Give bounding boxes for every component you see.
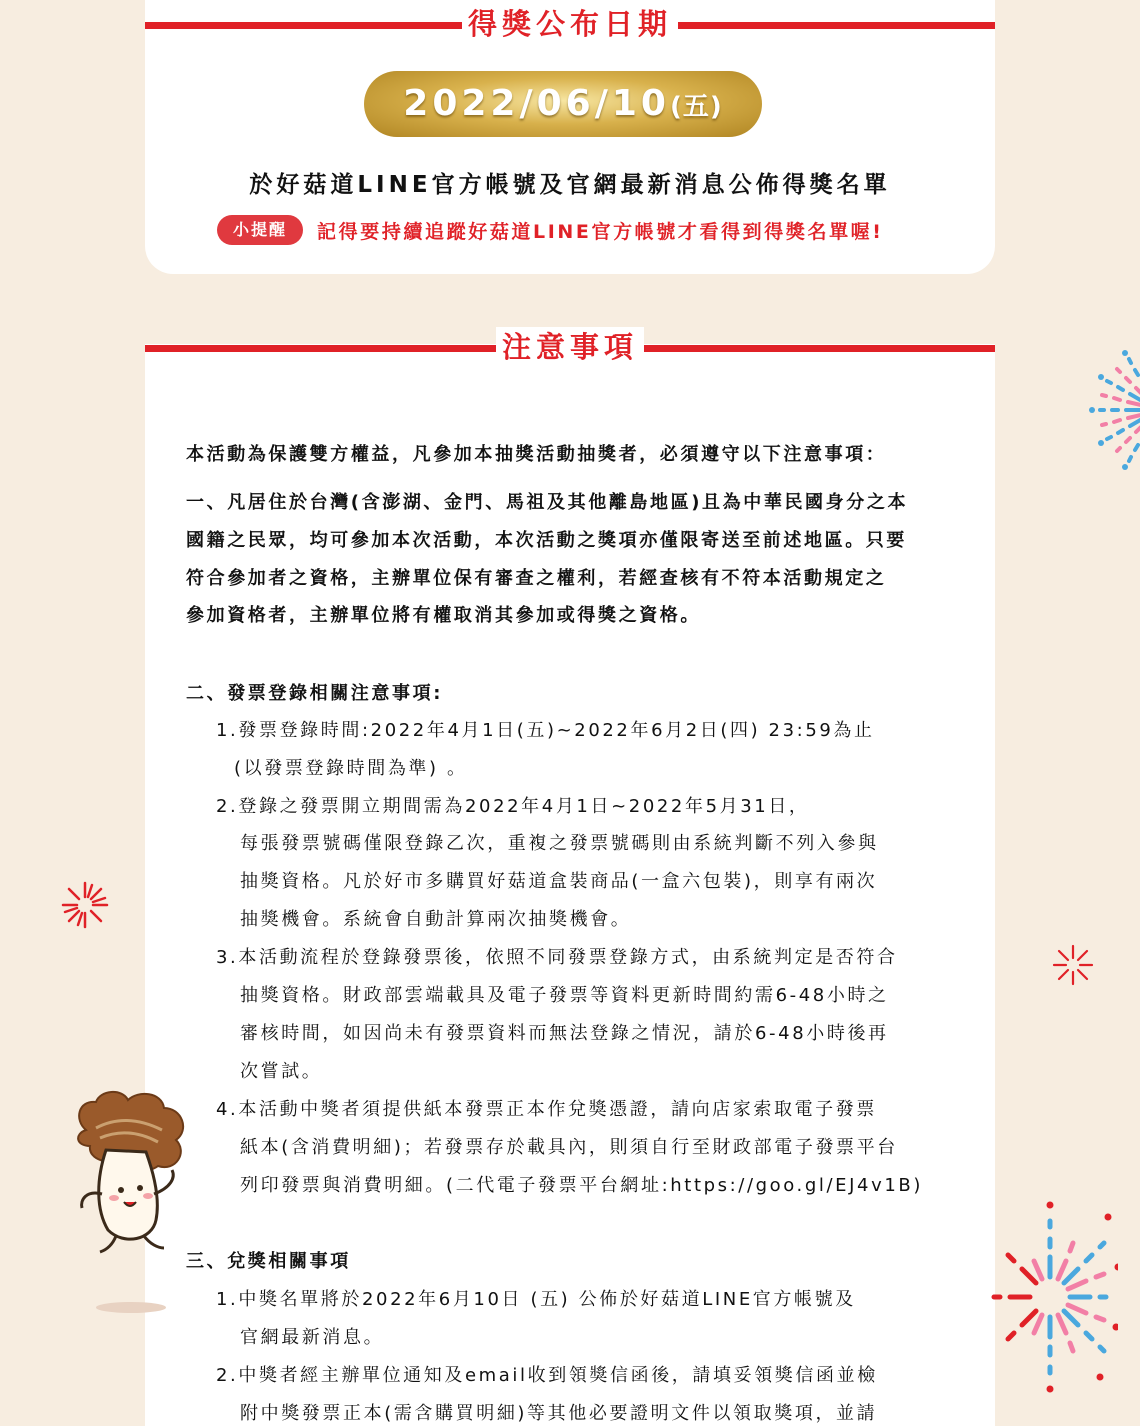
tip-row	[217, 214, 884, 246]
firework-icon	[1058, 312, 1140, 508]
award-weekday: (五)	[669, 92, 723, 122]
mushroom-mascot-icon	[66, 1090, 196, 1260]
section2-line: 每張發票號碼僅限登錄乙次，重複之發票號碼則由系統判斷不列入參與	[240, 833, 879, 854]
tip-text: 記得要持續追蹤好菇道LINE官方帳號才看得到得獎名單喔!	[317, 220, 884, 243]
notes-header	[145, 330, 995, 364]
section1-line: 國籍之民眾，均可參加本次活動，本次活動之獎項亦僅限寄送至前述地區。只要	[186, 530, 907, 551]
section2-line: 抽獎資格。凡於好市多購買好菇道盒裝商品(一盒六包裝)，則享有兩次	[240, 871, 878, 892]
section1-line: 參加資格者，主辦單位將有權取消其參加或得獎之資格。	[186, 605, 701, 626]
section2-line: 1.發票登錄時間:2022年4月1日(五)~2022年6月2日(四) 23:59為止	[216, 720, 875, 741]
section2-title: 二、發票登錄相關注意事項:	[186, 683, 443, 704]
award-date-badge	[364, 71, 762, 137]
section1-line: 一、凡居住於台灣(含澎湖、金門、馬祖及其他離島地區)且為中華民國身分之本	[186, 492, 909, 513]
section2-line: 3.本活動流程於登錄發票後，依照不同發票登錄方式，由系統判定是否符合	[216, 947, 898, 968]
award-date-title: 得獎公布日期	[462, 4, 678, 44]
announcement-text: 於好菇道LINE官方帳號及官網最新消息公佈得獎名單	[249, 172, 891, 198]
section3-line: 附中獎發票正本(需含購買明細)等其他必要證明文件以領取獎項，並請	[240, 1403, 878, 1424]
notes-intro: 本活動為保護雙方權益，凡參加本抽獎活動抽獎者，必須遵守以下注意事項：	[186, 444, 887, 465]
section3-line: 1.中獎名單將於2022年6月10日 (五) 公佈於好菇道LINE官方帳號及	[216, 1289, 856, 1310]
section2-line: 列印發票與消費明細。(二代電子發票平台網址:https://goo.gl/EJ4v1B)	[240, 1175, 923, 1196]
section2-line: 4.本活動中獎者須提供紙本發票正本作兌獎憑證，請向店家索取電子發票	[216, 1099, 877, 1120]
firework-icon	[990, 1172, 1118, 1422]
section2-line: 抽獎機會。系統會自動計算兩次抽獎機會。	[240, 909, 632, 930]
section1-line: 符合參加者之資格，主辦單位保有審查之權利，若經查核有不符本活動規定之	[186, 568, 887, 589]
tip-badge: 小提醒	[217, 215, 303, 245]
section2-line: (以發票登錄時間為準) 。	[234, 758, 468, 779]
section2-line: 次嘗試。	[240, 1061, 323, 1082]
section2-line: 審核時間，如因尚未有發票資料而無法登錄之情況，請於6-48小時後再	[240, 1023, 889, 1044]
section2-line: 2.登錄之發票開立期間需為2022年4月1日~2022年5月31日，	[216, 796, 810, 817]
section2-line: 紙本(含消費明細)；若發票存於載具內，則須自行至財政部電子發票平台	[240, 1137, 898, 1158]
award-date-header	[145, 7, 995, 41]
mascot-shadow	[96, 1302, 166, 1313]
firework-icon	[58, 878, 112, 932]
section3-title: 三、兌獎相關事項	[186, 1251, 351, 1272]
award-date: 2022/06/10	[403, 83, 670, 124]
section2-line: 抽獎資格。財政部雲端載具及電子發票等資料更新時間約需6-48小時之	[240, 985, 889, 1006]
section3-line: 2.中獎者經主辦單位通知及email收到領獎信函後，請填妥領獎信函並檢	[216, 1365, 878, 1386]
notes-title: 注意事項	[496, 327, 644, 367]
firework-icon	[1050, 942, 1096, 988]
section3-line: 官網最新消息。	[240, 1327, 385, 1348]
